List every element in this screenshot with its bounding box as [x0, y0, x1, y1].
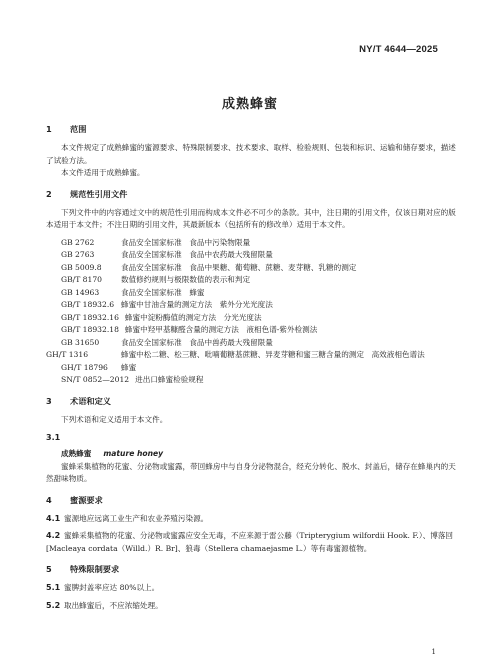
document-body [46, 124, 456, 612]
terms-intro: 下列术语和定义适用于本文件。 [61, 414, 168, 424]
reference-title: 数值修约规则与极限数值的表示和判定 [121, 275, 251, 284]
reference-code: GH/T 18796 [61, 362, 108, 372]
reference-title: 蜂蜜中松二糖、松三糖、吡喃葡糖基蔗糖、异麦芽糖和蜜三糖含量的测定 高效液相色谱法 [121, 350, 425, 359]
reference-list [46, 237, 456, 387]
reference-item [46, 237, 456, 250]
reference-title: 蜂蜜中淀粉酶值的测定方法 分光光度法 [124, 312, 262, 322]
reference-title: 蜂蜜 [121, 362, 137, 372]
section-heading-special-restrictions: 5 特殊限制要求 [46, 564, 120, 574]
reference-code: GB 2763 [61, 250, 95, 259]
reference-code: GB 2762 [61, 237, 95, 247]
reference-item [46, 262, 456, 275]
reference-item [46, 337, 456, 350]
reference-item [46, 374, 456, 387]
reference-title: 食品安全国家标准 食品中农药最大残留限量 [121, 250, 273, 259]
section-heading-normative-references: 2 规范性引用文件 [46, 188, 128, 199]
reference-title: 食品安全国家标准 食品中兽药最大残留限量 [121, 337, 273, 347]
reference-code: GB/T 18932.16 [61, 312, 119, 322]
reference-code: GB/T 18932.18 [61, 325, 119, 334]
reference-code: GB 31650 [61, 337, 100, 347]
reference-title: 进出口蜂蜜检验规程 [135, 375, 204, 384]
reference-code: GB 5009.8 [61, 262, 102, 272]
reference-title: 蜂蜜中甘油含量的测定方法 紫外分光光度法 [121, 300, 273, 309]
reference-code: GB 14963 [61, 287, 100, 297]
section-heading-scope: 1 范围 [46, 124, 87, 134]
reference-code: GB/T 18932.6 [61, 300, 115, 309]
reference-item [46, 349, 456, 362]
clause-item: 4.1 蜜源地应远离工业生产和农业养殖污染源。 [46, 513, 209, 523]
reference-code: GB/T 8170 [61, 275, 103, 284]
reference-code: SN/T 0852—2012 [61, 375, 130, 384]
scope-paragraph: 本文件适用于成熟蜂蜜。 [61, 168, 145, 177]
reference-item [46, 287, 456, 300]
clause-item: 5.1 蜜脾封盖率应达 80%以上。 [46, 583, 160, 592]
reference-item [46, 362, 456, 375]
standard-code: NY/T 4644—2025 [359, 44, 438, 55]
term-entry [46, 448, 456, 461]
reference-item [46, 324, 456, 337]
scope-paragraph: 本文件规定了成熟蜂蜜的蜜源要求、特殊限制要求、技术要求、取样、检验规则、包装和标识、运输和储存要求，描述了试验方法。 [46, 143, 456, 165]
references-intro: 下列文件中的内容通过文中的规范性引用而构成本文件必不可少的条款。其中，注日期的引用文件，仅该日期对应的版本适用于本文件；不注日期的引用文件，其最新版本（包括所有的修改单）适用于本文件。 [46, 207, 456, 229]
reference-item [46, 312, 456, 325]
section-heading-terms: 3 术语和定义 [46, 395, 111, 406]
term-english: mature honey [103, 449, 164, 458]
reference-item [46, 249, 456, 262]
term-chinese: 成熟蜂蜜 [61, 449, 92, 458]
reference-code: GH/T 1316 [46, 350, 89, 359]
page-number: 1 [431, 648, 436, 656]
section-heading-nectar-source: 4 蜜源要求 [46, 494, 103, 505]
reference-item [46, 274, 456, 287]
term-definition: 蜜蜂采集植物的花蜜、分泌物或蜜露，带回蜂房中与自身分泌物混合，经充分转化、脱水、封盖后，储存在蜂巢内的天然甜味物质。 [46, 461, 456, 483]
term-number: 3.1 [46, 433, 61, 442]
document-title: 成熟蜂蜜 [221, 97, 278, 112]
reference-title: 食品安全国家标准 食品中污染物限量 [121, 237, 251, 247]
reference-title: 蜂蜜中羟甲基糠醛含量的测定方法 液相色谱-紫外检测法 [124, 325, 318, 334]
reference-item [46, 299, 456, 312]
reference-title: 食品安全国家标准 食品中果糖、葡萄糖、蔗糖、麦芽糖、乳糖的测定 [121, 262, 357, 272]
clause-item: 4.2 蜜蜂采集植物的花蜜、分泌物或蜜露应安全无毒，不应来源于雷公藤（Tripterygium wilfordii Hook. F.）、博落回[Macleaya cordata（Willd.）R. Br]、狼毒（Stellera chamaejasme L.）等有毒蜜源植物。 [46, 531, 454, 553]
reference-title: 食品安全国家标准 蜂蜜 [121, 287, 205, 297]
clause-item: 5.2 取出蜂蜜后，不应浓缩处理。 [46, 600, 163, 610]
